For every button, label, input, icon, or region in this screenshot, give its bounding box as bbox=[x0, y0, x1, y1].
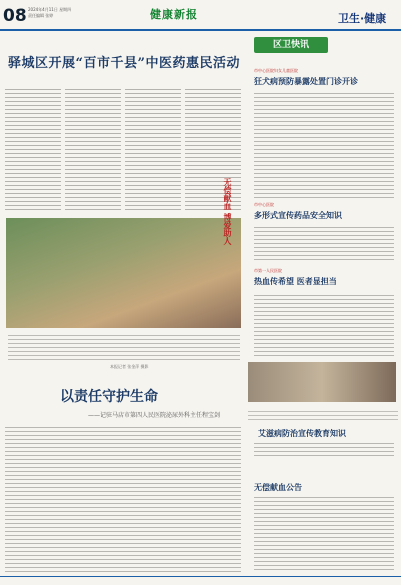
news-item-source: 市中心医院妇女儿童医院 bbox=[254, 68, 298, 73]
header-meta: 2024年4月11日 星期四 责任编辑 张婷 bbox=[28, 7, 72, 18]
news-box-header: 区卫快讯 bbox=[254, 37, 328, 53]
news-item-body bbox=[254, 440, 394, 458]
text-column bbox=[5, 86, 61, 212]
page-number: 08 bbox=[3, 6, 27, 26]
photo-vertical-caption: 无偿献血 博爱助人 bbox=[223, 178, 233, 245]
section-title: 卫生·健康 bbox=[338, 12, 387, 25]
right-photo-caption bbox=[248, 408, 398, 422]
news-item-source: 市中心医院 bbox=[254, 202, 274, 207]
lead-article-title: 驿城区开展“百市千县”中医药惠民活动 bbox=[8, 56, 240, 71]
news-item-source: 市第一人民医院 bbox=[254, 268, 282, 273]
news-item-body bbox=[254, 90, 394, 200]
photo-caption bbox=[8, 332, 240, 360]
news-item-title: 热血传希望 医者显担当 bbox=[254, 276, 337, 286]
header-divider bbox=[0, 29, 401, 31]
newspaper-logo: 健康新报 bbox=[150, 8, 198, 21]
news-item-title: 狂犬病预防暴露处置门诊开诊 bbox=[254, 76, 358, 86]
sub-article-subtitle: ——记驻马店市第四人民医院泌尿外科主任程宝剑 bbox=[88, 412, 221, 419]
photo-byline: 本报记者 张金萍 摄影 bbox=[110, 364, 149, 369]
text-column bbox=[65, 86, 121, 212]
page-header bbox=[0, 0, 401, 30]
news-item-body bbox=[254, 292, 394, 358]
news-item-body bbox=[254, 494, 394, 570]
text-column bbox=[125, 86, 181, 212]
news-item-title: 多形式宣传药品安全知识 bbox=[254, 210, 342, 220]
lead-article-body bbox=[5, 86, 245, 214]
sub-article-title: 以责任守护生命 bbox=[60, 389, 158, 405]
lead-photo bbox=[6, 218, 241, 328]
news-item-body bbox=[254, 224, 394, 260]
news-item-title: 艾滋病防治宣传教育知识 bbox=[258, 428, 346, 438]
right-photo bbox=[248, 362, 396, 402]
news-item-title: 无偿献血公告 bbox=[254, 482, 302, 492]
sub-article-body bbox=[5, 424, 241, 572]
